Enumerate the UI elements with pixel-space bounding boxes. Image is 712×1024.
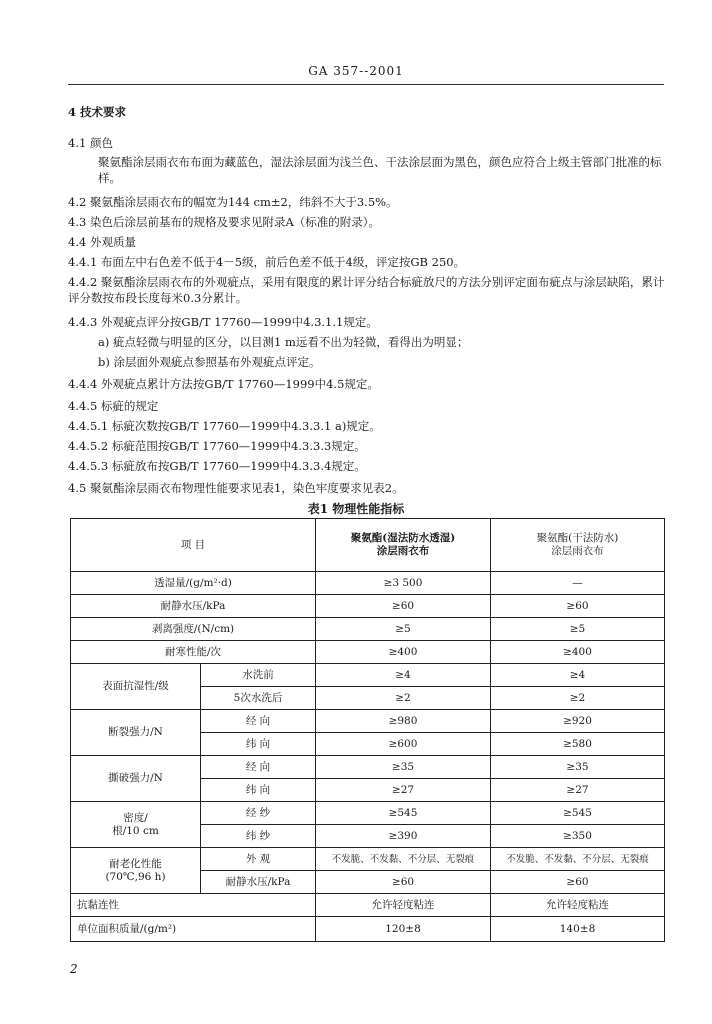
row-label: 单位面积质量/(g/m²) xyxy=(71,917,316,942)
sub-label: 纬 向 xyxy=(201,733,316,756)
table-row xyxy=(71,848,665,871)
table-row xyxy=(71,710,665,733)
page-number: 2 xyxy=(70,962,78,976)
table-row xyxy=(71,917,665,942)
physical-properties-table xyxy=(70,518,665,942)
cell-value: ≥600 xyxy=(316,733,491,756)
clause-4-4-5: 4.4.5 标疵的规定 xyxy=(68,399,159,413)
table-row xyxy=(71,641,665,664)
sub-label: 5次水洗后 xyxy=(201,687,316,710)
table-row xyxy=(71,618,665,641)
cell-value: ≥400 xyxy=(316,641,491,664)
row-label: 表面抗湿性/级 xyxy=(71,664,201,710)
clause-4-4-2: 4.4.2 聚氨酯涂层雨衣布的外观疵点，采用有限度的累计评分结合标疵放尺的方法分别评定面布疵点与涂层缺陷，累计评分数按布段长度每米0.3分累计。 xyxy=(68,275,665,305)
table-row xyxy=(71,756,665,779)
cell-value: ≥390 xyxy=(316,825,491,848)
header-dry-line2: 涂层雨衣布 xyxy=(551,545,604,557)
sub-label: 水洗前 xyxy=(201,664,316,687)
row-label: 耐静水压/kPa xyxy=(71,595,316,618)
cell-value: ≥35 xyxy=(491,756,665,779)
cell-value: — xyxy=(491,572,665,595)
clause-4-4: 4.4 外观质量 xyxy=(68,235,136,249)
sub-label: 经 向 xyxy=(201,756,316,779)
cell-value: ≥27 xyxy=(316,779,491,802)
cell-value: ≥2 xyxy=(491,687,665,710)
cell-value: ≥35 xyxy=(316,756,491,779)
clause-4-4-5-1: 4.4.5.1 标疵次数按GB/T 17760—1999中4.3.3.1 a)规定。 xyxy=(68,419,381,433)
table-row xyxy=(71,572,665,595)
cell-value: ≥60 xyxy=(491,871,665,894)
clause-4-4-1: 4.4.1 布面左中右色差不低于4－5级，前后色差不低于4级，评定按GB 250。 xyxy=(68,255,466,269)
standard-code-header: GA 357--2001 xyxy=(308,64,404,78)
clause-4-1: 4.1 颜色 xyxy=(68,136,113,150)
clause-4-4-3-a: a) 疵点轻微与明显的区分，以目测1 m远看不出为轻微，看得出为明显； xyxy=(98,335,469,349)
sub-label: 耐静水压/kPa xyxy=(201,871,316,894)
cell-value: 120±8 xyxy=(316,917,491,942)
cell-value: 允许轻度粘连 xyxy=(491,894,665,917)
clause-4-2: 4.2 聚氨酯涂层雨衣布的幅宽为144 cm±2，纬斜不大于3.5%。 xyxy=(68,195,398,209)
row-label: 剥离强度/(N/cm) xyxy=(71,618,316,641)
table-caption: 表1 物理性能指标 xyxy=(307,502,405,516)
header-item: 项 目 xyxy=(71,519,316,572)
cell-value: 允许轻度粘连 xyxy=(316,894,491,917)
cell-value: ≥4 xyxy=(316,664,491,687)
cell-value: ≥5 xyxy=(316,618,491,641)
section-heading: 4 技术要求 xyxy=(68,105,127,119)
sub-label: 外 观 xyxy=(201,848,316,871)
cell-value: 不发脆、不发黏、不分层、无裂痕 xyxy=(491,848,665,871)
clause-4-1-text: 聚氨酯涂层雨衣布布面为藏蓝色，湿法涂层面为浅兰色、干法涂层面为黑色，颜色应符合上级主管部门批准的标样。 xyxy=(98,155,662,185)
header-wet xyxy=(316,519,491,572)
row-label xyxy=(71,848,201,894)
cell-value: ≥545 xyxy=(316,802,491,825)
density-label-line2: 根/10 cm xyxy=(112,824,159,837)
row-label: 透湿量/(g/m²·d) xyxy=(71,572,316,595)
cell-value: ≥5 xyxy=(491,618,665,641)
cell-value: ≥580 xyxy=(491,733,665,756)
clause-4-5: 4.5 聚氨酯涂层雨衣布物理性能要求见表1，染色牢度要求见表2。 xyxy=(68,481,404,495)
clause-4-4-5-2: 4.4.5.2 标疵范围按GB/T 17760—1999中4.3.3.3规定。 xyxy=(68,439,366,453)
table-row xyxy=(71,664,665,687)
table-row xyxy=(71,894,665,917)
clause-4-4-4: 4.4.4 外观疵点累计方法按GB/T 17760—1999中4.5规定。 xyxy=(68,377,379,391)
cell-value: ≥3 500 xyxy=(316,572,491,595)
header-dry xyxy=(491,519,665,572)
header-wet-line2: 涂层雨衣布 xyxy=(376,545,430,557)
cell-value: ≥545 xyxy=(491,802,665,825)
density-label-line1: 密度/ xyxy=(123,811,148,824)
clause-4-3: 4.3 染色后涂层前基布的规格及要求见附录A（标准的附录）。 xyxy=(68,215,380,229)
sub-label: 纬 向 xyxy=(201,779,316,802)
aging-label-line2: (70℃,96 h) xyxy=(105,870,166,883)
cell-value: ≥980 xyxy=(316,710,491,733)
header-dry-line1: 聚氨酯(干法防水) xyxy=(536,532,619,544)
sub-label: 经 向 xyxy=(201,710,316,733)
cell-value: ≥4 xyxy=(491,664,665,687)
cell-value: 140±8 xyxy=(491,917,665,942)
cell-value: ≥920 xyxy=(491,710,665,733)
row-label: 撕破强力/N xyxy=(71,756,201,802)
table-row xyxy=(71,595,665,618)
table-header-row xyxy=(71,519,665,572)
cell-value: ≥27 xyxy=(491,779,665,802)
sub-label: 经 纱 xyxy=(201,802,316,825)
clause-4-4-3-b: b) 涂层面外观疵点参照基布外观疵点评定。 xyxy=(98,355,321,369)
row-label: 耐寒性能/次 xyxy=(71,641,316,664)
row-label: 断裂强力/N xyxy=(71,710,201,756)
clause-4-4-3: 4.4.3 外观疵点评分按GB/T 17760—1999中4.3.1.1规定。 xyxy=(68,315,378,329)
sub-label: 纬 纱 xyxy=(201,825,316,848)
cell-value: ≥60 xyxy=(316,871,491,894)
row-label: 抗黏连性 xyxy=(71,894,316,917)
header-wet-line1: 聚氨酯(湿法防水透湿) xyxy=(350,532,456,544)
clause-4-4-5-3: 4.4.5.3 标疵放布按GB/T 17760—1999中4.3.3.4规定。 xyxy=(68,459,366,473)
cell-value: ≥350 xyxy=(491,825,665,848)
header-rule xyxy=(68,84,664,85)
cell-value: ≥60 xyxy=(491,595,665,618)
table-row xyxy=(71,802,665,825)
cell-value: ≥2 xyxy=(316,687,491,710)
aging-label-line1: 耐老化性能 xyxy=(109,857,162,870)
cell-value: ≥400 xyxy=(491,641,665,664)
cell-value: ≥60 xyxy=(316,595,491,618)
cell-value: 不发脆、不发黏、不分层、无裂痕 xyxy=(316,848,491,871)
row-label xyxy=(71,802,201,848)
